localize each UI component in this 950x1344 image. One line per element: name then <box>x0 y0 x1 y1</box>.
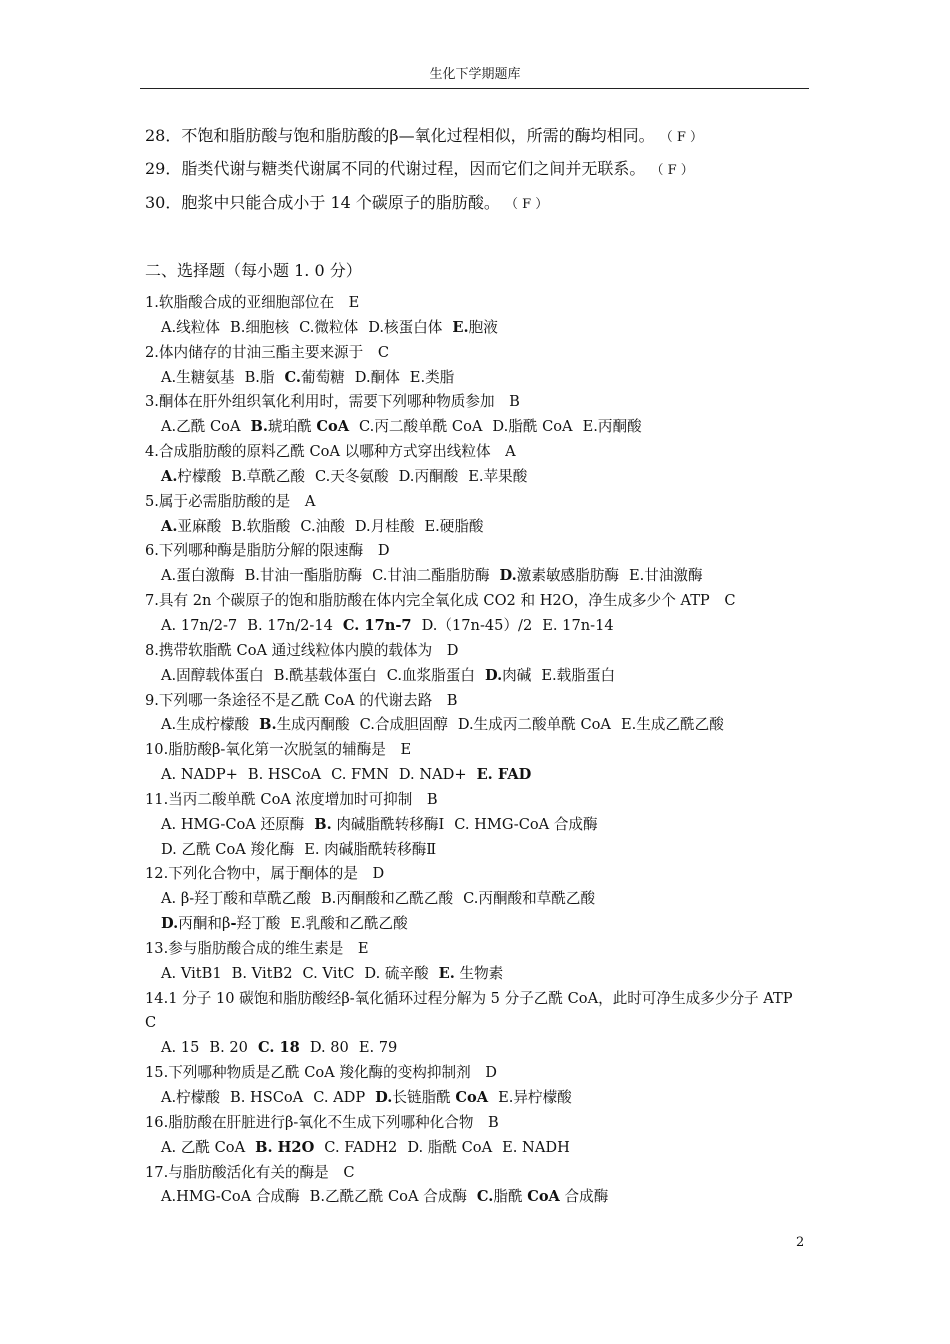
question-item <box>145 440 810 490</box>
question-stem: 1.软脂酸合成的亚细胞部位在 E <box>145 294 360 311</box>
answer-option: D.脂酰 CoA <box>492 418 573 436</box>
answer-option: A. VitB1 <box>161 964 222 982</box>
option-line <box>145 813 810 838</box>
question-item <box>145 1161 810 1211</box>
answer-option: C. HMG-CoA 合成酶 <box>454 815 598 833</box>
answer-option: C.丙酮酸和草酰乙酸 <box>463 890 596 908</box>
answer-option: B.软脂酸 <box>231 517 291 535</box>
answer-option: A.亚麻酸 <box>161 517 222 535</box>
question-item <box>145 862 810 937</box>
option-line <box>145 465 810 490</box>
answer-option: A.乙酰 CoA <box>161 418 241 436</box>
answer-option: B. 17n/2-14 <box>247 616 333 634</box>
question-item <box>145 291 810 341</box>
question-stem: 5.属于必需脂肪酸的是 A <box>145 492 316 510</box>
question-item <box>145 689 810 739</box>
answer-option: E. FAD <box>476 766 532 784</box>
option-line <box>145 1036 810 1061</box>
answer-option: C. VitC <box>302 964 355 982</box>
option-line <box>145 962 810 987</box>
answer-option: D.生成丙二酸单酰 CoA <box>457 716 611 734</box>
answer-option: C.血浆脂蛋白 <box>386 666 475 684</box>
question-stem: 14.1 分子 10 碳饱和脂肪酸经β-氧化循环过程分解为 5 分子乙酰 CoA，此时可净生成多少分子 ATP C <box>145 989 808 1032</box>
answer-option: C.脂酰 CoA 合成酶 <box>476 1188 609 1206</box>
page-number: 2 <box>796 1235 805 1250</box>
option-line <box>145 564 810 589</box>
answer-option: C.油酸 <box>300 517 345 535</box>
question-item <box>145 987 810 1062</box>
answer-option: E. 肉碱脂酰转移酶Ⅱ <box>304 840 437 858</box>
answer-option: C.甘油二酯脂肪酶 <box>372 567 490 585</box>
answer-option: B.细胞核 <box>229 318 290 336</box>
question-item <box>145 539 810 589</box>
question-item <box>145 937 810 987</box>
question-stem: 10.脂肪酸β-氧化第一次脱氢的辅酶是 E <box>145 741 412 759</box>
answer-option: A.HMG-CoA 合成酶 <box>161 1188 300 1206</box>
answer-option: D.酮体 <box>354 368 400 386</box>
answer-option: A. 17n/2-7 <box>161 616 238 634</box>
question-item <box>145 738 810 788</box>
answer-option: A.柠檬酸 <box>161 1089 220 1106</box>
answer-option: C.天冬氨酸 <box>314 467 389 485</box>
option-line <box>145 1086 810 1111</box>
question-stem: 4.合成脂肪酸的原料乙酰 CoA 以哪种方式穿出线粒体 A <box>145 443 516 461</box>
true-false-item <box>145 192 548 216</box>
answer-option: D. NAD+ <box>398 766 467 784</box>
answer-option: D.激素敏感脂肪酶 <box>499 567 619 585</box>
answer-option: C.合成胆固醇 <box>359 716 448 734</box>
option-line <box>145 614 810 639</box>
answer-option: A.柠檬酸 <box>161 467 222 485</box>
answer-option: E.类脂 <box>409 368 455 386</box>
answer-option: D. 硫辛酸 <box>364 964 429 982</box>
answer-option: E.生成乙酰乙酸 <box>620 716 724 734</box>
option-line <box>145 664 810 689</box>
tf-answer: （ F ） <box>650 163 694 178</box>
answer-option: A.生成柠檬酸 <box>161 716 250 734</box>
true-false-item <box>145 125 703 149</box>
answer-option: B. 肉碱脂酰转移酶Ⅰ <box>314 815 445 833</box>
question-item <box>145 788 810 863</box>
answer-option: C. 18 <box>257 1039 300 1057</box>
answer-option: E. NADH <box>502 1138 570 1156</box>
answer-option: B. 20 <box>209 1039 248 1057</box>
answer-option: D.长链脂酰 CoA <box>375 1089 489 1106</box>
answer-option: B.生成丙酮酸 <box>259 716 350 734</box>
answer-option: A. 15 <box>161 1039 200 1057</box>
tf-question-text: 30．胞浆中只能合成小于 14 个碳原子的脂肪酸。 <box>145 193 500 212</box>
question-item <box>145 1061 810 1111</box>
answer-option: B.乙酰乙酰 CoA 合成酶 <box>309 1188 467 1206</box>
option-line <box>145 515 810 540</box>
question-stem: 9.下列哪一条途径不是乙酰 CoA 的代谢去路 B <box>145 691 458 709</box>
question-item <box>145 639 810 689</box>
answer-option: E. 79 <box>358 1039 398 1057</box>
answer-option: A.生糖氨基 <box>161 368 235 386</box>
tf-question-text: 29．脂类代谢与糖类代谢属不同的代谢过程，因而它们之间并无联系。 <box>145 159 646 178</box>
answer-option: C.丙二酸单酰 CoA <box>359 418 483 436</box>
answer-option: A. 乙酰 CoA <box>161 1138 246 1156</box>
option-line <box>145 415 810 440</box>
option-line <box>145 366 810 391</box>
answer-option: B. H2O <box>255 1138 315 1156</box>
answer-option: B.琥珀酰 CoA <box>250 418 350 436</box>
tf-answer: （ F ） <box>505 197 549 212</box>
answer-option: E. 17n-14 <box>542 616 614 634</box>
answer-option: B. VitB2 <box>231 964 293 982</box>
answer-option: B. HSCoA <box>229 1089 304 1106</box>
question-stem: 11.当丙二酸单酰 CoA 浓度增加时可抑制 B <box>145 790 438 808</box>
tf-answer: （ F ） <box>659 130 704 145</box>
question-stem: 15.下列哪种物质是乙酰 CoA 羧化酶的变构抑制剂 D <box>145 1064 497 1082</box>
answer-option: D. 80 <box>309 1039 349 1057</box>
option-line <box>145 316 810 341</box>
option-line <box>145 912 810 937</box>
answer-option: E.丙酮酸 <box>582 418 642 436</box>
question-stem: 16.脂肪酸在肝脏进行β-氧化不生成下列哪种化合物 B <box>145 1113 499 1131</box>
question-item <box>145 341 810 391</box>
answer-option: D. 乙酰 CoA 羧化酶 <box>161 840 295 858</box>
question-stem: 12.下列化合物中，属于酮体的是 D <box>145 865 385 883</box>
answer-option: B.酰基载体蛋白 <box>273 666 377 684</box>
answer-option: D.月桂酸 <box>354 517 415 535</box>
question-stem: 3.酮体在肝外组织氧化利用时，需要下列哪种物质参加 B <box>145 393 520 411</box>
answer-option: B. HSCoA <box>247 766 322 784</box>
answer-option: E.胞液 <box>452 318 498 336</box>
answer-option: B.脂 <box>244 368 275 386</box>
question-stem: 2.体内储存的甘油三酯主要来源于 C <box>145 343 389 361</box>
answer-option: E.异柠檬酸 <box>498 1089 572 1106</box>
answer-option: B.甘油一酯脂肪酶 <box>244 567 363 585</box>
answer-option: E.苹果酸 <box>468 467 528 485</box>
answer-option: C. FADH2 <box>324 1138 398 1156</box>
page-header-title: 生化下学期题库 <box>429 67 521 82</box>
answer-option: A. β-羟丁酸和草酰乙酸 <box>161 890 311 908</box>
answer-option: D. 脂酰 CoA <box>407 1138 493 1156</box>
answer-option: C. 17n-7 <box>342 616 412 634</box>
option-line <box>145 1185 810 1210</box>
option-line <box>145 763 810 788</box>
answer-option: D.丙酮酸 <box>398 467 459 485</box>
answer-option: B.丙酮酸和乙酰乙酸 <box>320 890 454 908</box>
question-item <box>145 589 810 639</box>
answer-option: C.微粒体 <box>299 318 359 336</box>
question-stem: 17.与脂肪酸活化有关的酶是 C <box>145 1163 355 1181</box>
answer-option: A.蛋白激酶 <box>161 567 235 585</box>
answer-option: D.（17n-45）/2 <box>421 616 533 634</box>
question-item <box>145 390 810 440</box>
answer-option: A.线粒体 <box>161 318 220 336</box>
answer-option: D.丙酮和β-羟丁酸 <box>161 915 281 933</box>
answer-option: E.乳酸和乙酰乙酸 <box>290 915 408 933</box>
answer-option: E. 生物素 <box>438 964 504 982</box>
true-false-item <box>145 158 694 182</box>
answer-option: C. ADP <box>313 1089 366 1106</box>
question-item <box>145 1111 810 1161</box>
option-line <box>145 838 810 863</box>
answer-option: A. NADP+ <box>161 766 238 784</box>
section-title: 二、选择题（每小题 1. 0 分） <box>145 261 362 280</box>
option-line <box>145 1136 810 1161</box>
answer-option: E.硬脂酸 <box>424 517 484 535</box>
question-item <box>145 490 810 540</box>
option-line <box>145 713 810 738</box>
answer-option: B.草酰乙酸 <box>231 467 305 485</box>
question-stem: 8.携带软脂酰 CoA 通过线粒体内膜的载体为 D <box>145 641 459 659</box>
answer-option: D.核蛋白体 <box>368 318 443 336</box>
answer-option: E.甘油激酶 <box>628 567 703 585</box>
question-stem: 13.参与脂肪酸合成的维生素是 E <box>145 939 369 957</box>
header-rule <box>140 88 809 89</box>
answer-option: C. FMN <box>331 766 389 784</box>
answer-option: C.葡萄糖 <box>284 368 345 386</box>
question-stem: 7.具有 2n 个碳原子的饱和脂肪酸在体内完全氧化成 CO2 和 H2O，净生成多少个 ATP C <box>145 592 736 610</box>
question-list <box>145 291 810 1210</box>
option-line <box>145 887 810 912</box>
answer-option: E.载脂蛋白 <box>541 666 616 684</box>
answer-option: D.肉碱 <box>484 666 532 684</box>
tf-question-text: 28．不饱和脂肪酸与饱和脂肪酸的β—氧化过程相似，所需的酶均相同。 <box>145 126 655 145</box>
answer-option: A. HMG-CoA 还原酶 <box>161 815 305 833</box>
question-stem: 6.下列哪种酶是脂肪分解的限速酶 D <box>145 542 390 560</box>
answer-option: A.固醇载体蛋白 <box>161 666 264 684</box>
